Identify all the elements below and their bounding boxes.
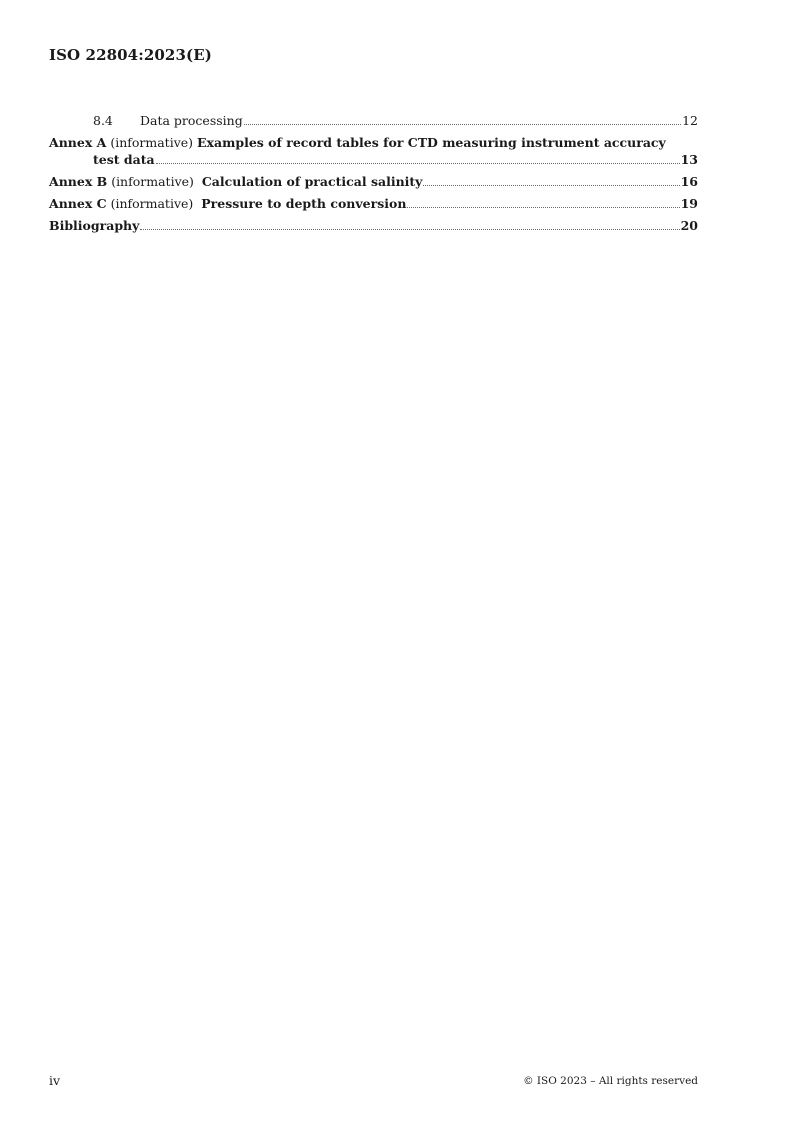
toc-annex-type: (informative) [111, 174, 194, 189]
toc-leader-dots [423, 185, 679, 186]
toc-annex-label: Annex C [49, 196, 107, 211]
toc-entry-page: 20 [680, 218, 698, 233]
toc-annex-type: (informative) [110, 135, 194, 150]
toc-entry-title: Examples of record tables for CTD measuring instrument accuracy [197, 135, 666, 150]
toc-entry-page: 19 [680, 196, 698, 211]
toc-entry-bibliography[interactable] [49, 217, 698, 234]
toc-entry-title: Bibliography [49, 218, 140, 233]
toc-entry-title-continued: test data [93, 152, 155, 167]
toc-entry-number: 8.4 [93, 113, 113, 128]
toc-entry-page: 12 [682, 113, 698, 128]
footer-page-number: iv [49, 1073, 61, 1088]
toc-annex-label: Annex B [49, 174, 108, 189]
toc-annex-type: (informative) [110, 196, 194, 211]
table-of-contents [49, 112, 698, 239]
toc-entry-page: 16 [680, 174, 698, 189]
toc-entry-page: 13 [680, 152, 698, 167]
toc-annex-label: Annex A [49, 135, 107, 150]
toc-entry-title: Data processing [140, 113, 243, 128]
footer-copyright: © ISO 2023 – All rights reserved [523, 1075, 698, 1087]
toc-leader-dots [407, 207, 679, 208]
toc-entry-title: Calculation of practical salinity [201, 174, 423, 189]
toc-leader-dots [140, 229, 679, 230]
toc-entry-8-4[interactable] [49, 112, 698, 129]
toc-entry-annex-c[interactable] [49, 195, 698, 212]
toc-entry-title: Pressure to depth conversion [201, 196, 407, 211]
document-id-header: ISO 22804:2023(E) [49, 46, 212, 64]
toc-leader-dots [156, 163, 680, 164]
toc-entry-annex-b[interactable] [49, 173, 698, 190]
toc-entry-annex-a[interactable] [49, 134, 698, 168]
toc-leader-dots [244, 124, 681, 125]
